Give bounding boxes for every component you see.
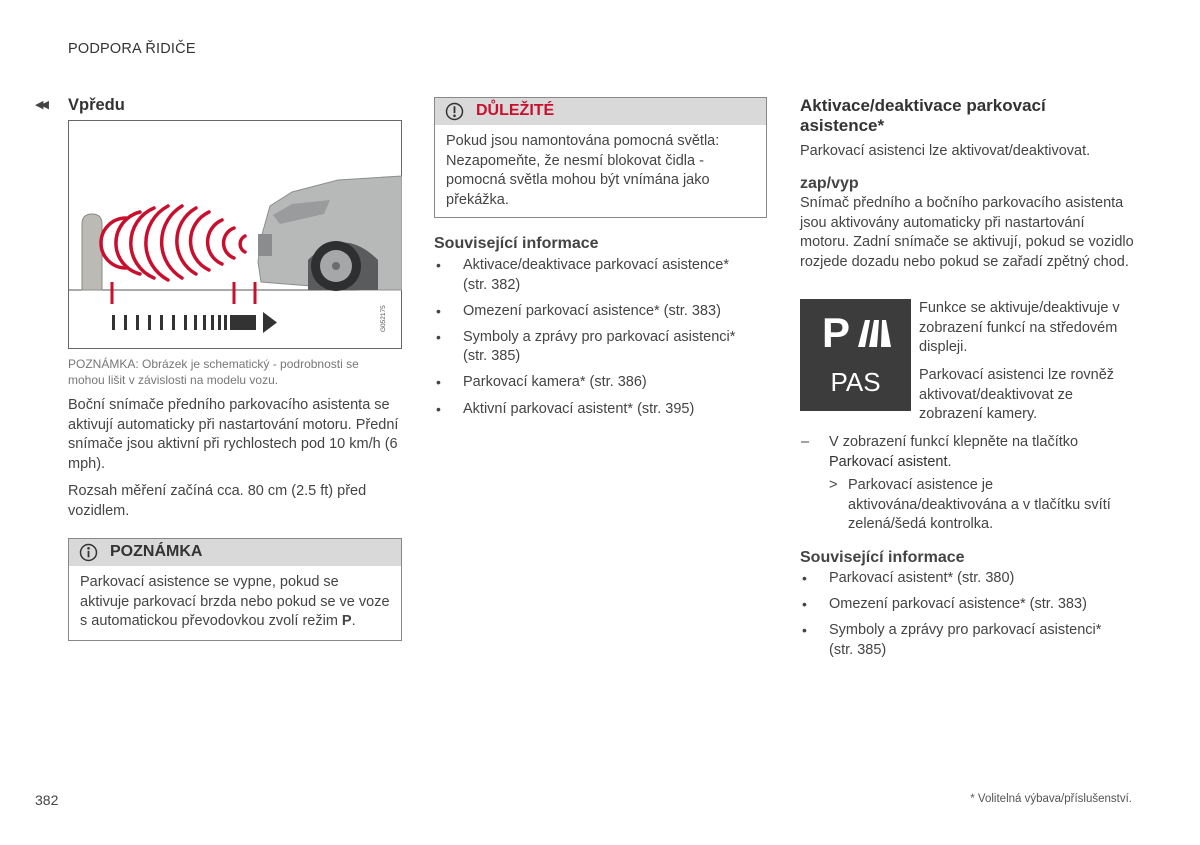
parking-assist-button-label: Parkovací asistent [829, 453, 948, 470]
figure-code: G052175 [380, 305, 387, 332]
note-title: POZNÁMKA [110, 543, 203, 560]
related-title-middle: Související informace [434, 235, 599, 252]
footnote: * Volitelná výbava/příslušenství. [970, 793, 1132, 805]
icon-description-2: Parkovací asistenci lze rovněž aktivovat/deaktivovat ze zobrazení kamery. [919, 367, 1115, 423]
sensor-figure [68, 120, 402, 349]
related-list-right [800, 569, 1120, 667]
figure-caption: POZNÁMKA: Obrázek je schematický - podrobnosti se mohou lišit v závislosti na modelu vozu. [68, 357, 359, 387]
note-box [68, 538, 402, 641]
subtitle-on-off: zap/vyp [800, 175, 859, 192]
note-header [69, 539, 401, 566]
result-marker: > [829, 477, 838, 493]
important-box [434, 97, 767, 218]
step-dash: – [801, 434, 810, 450]
related-list-middle [434, 256, 754, 426]
note-text: Parkovací asistence se vypne, pokud se aktivuje parkovací brzda nebo pokud se ve voze s automatickou převodovkou zvolí režim P. [80, 574, 390, 630]
important-title: DŮLEŽITÉ [476, 102, 555, 119]
section-title-front: Vpředu [68, 96, 125, 114]
paragraph-range: Rozsah měření začíná cca. 80 cm (2.5 ft) před vozidlem. [68, 483, 367, 519]
running-header: PODPORA ŘIDIČE [68, 41, 196, 57]
related-link[interactable]: • Omezení parkovací asistence* (str. 383) [434, 302, 754, 322]
related-title-right: Související informace [800, 549, 965, 566]
related-link[interactable]: • Omezení parkovací asistence* (str. 383) [800, 595, 1120, 615]
related-link[interactable]: • Parkovací kamera* (str. 386) [434, 373, 754, 393]
intro-text: Parkovací asistenci lze aktivovat/deaktivovat. [800, 143, 1091, 159]
parking-assist-icon-tile [800, 299, 911, 411]
related-link[interactable]: • Aktivace/deaktivace parkovací asistence* (str. 382) [434, 256, 754, 295]
step-result: Parkovací asistence je aktivována/deaktivována a v tlačítku svítí zelená/šedá kontrolka. [848, 477, 1111, 533]
parking-sensor-illustration [68, 120, 402, 349]
nav-arrows[interactable]: ◀◀ [35, 99, 46, 111]
related-link[interactable]: • Parkovací asistent* (str. 380) [800, 569, 1120, 589]
page-number: 382 [35, 792, 59, 808]
info-icon [79, 543, 98, 562]
sensor-waves-icon [855, 315, 895, 349]
section-title-activation: Aktivace/deaktivace parkovací asistence* [800, 96, 1046, 135]
parking-icon-letter: P [822, 309, 851, 356]
related-link[interactable]: • Symboly a zprávy pro parkovací asistenci* (str. 385) [434, 328, 754, 367]
related-link[interactable]: • Aktivní parkovací asistent* (str. 395) [434, 400, 754, 420]
related-link[interactable]: • Symboly a zprávy pro parkovací asistenci* (str. 385) [800, 621, 1120, 660]
step-instruction: V zobrazení funkcí klepněte na tlačítko Parkovací asistent. [829, 434, 1079, 470]
exclamation-icon [445, 102, 464, 121]
paragraph-sensors: Snímač předního a bočního parkovacího asistenta jsou aktivovány automaticky při nastartování motoru. Zadní snímače se aktivují, pokud se vozidlo rozjede dozadu nebo pokud se zařadí zpětný chod. [800, 195, 1134, 270]
parking-icon-label: PAS [830, 367, 881, 397]
icon-description-1: Funkce se aktivuje/deaktivuje v zobrazení funkcí na středovém displeji. [919, 300, 1120, 356]
important-header [435, 98, 766, 125]
important-text: Pokud jsou namontována pomocná světla: Nezapomeňte, že nesmí blokovat čidla - pomocná světla mohou být vnímána jako překážka. [446, 133, 720, 208]
distance-scale [112, 312, 277, 333]
bollard-icon [82, 214, 102, 290]
paragraph-front-sensors: Boční snímače předního parkovacího asistenta se aktivují automaticky při nastartování motoru. Přední snímače jsou aktivní při rychlostech pod 10 km/h (6 mph). [68, 397, 399, 472]
